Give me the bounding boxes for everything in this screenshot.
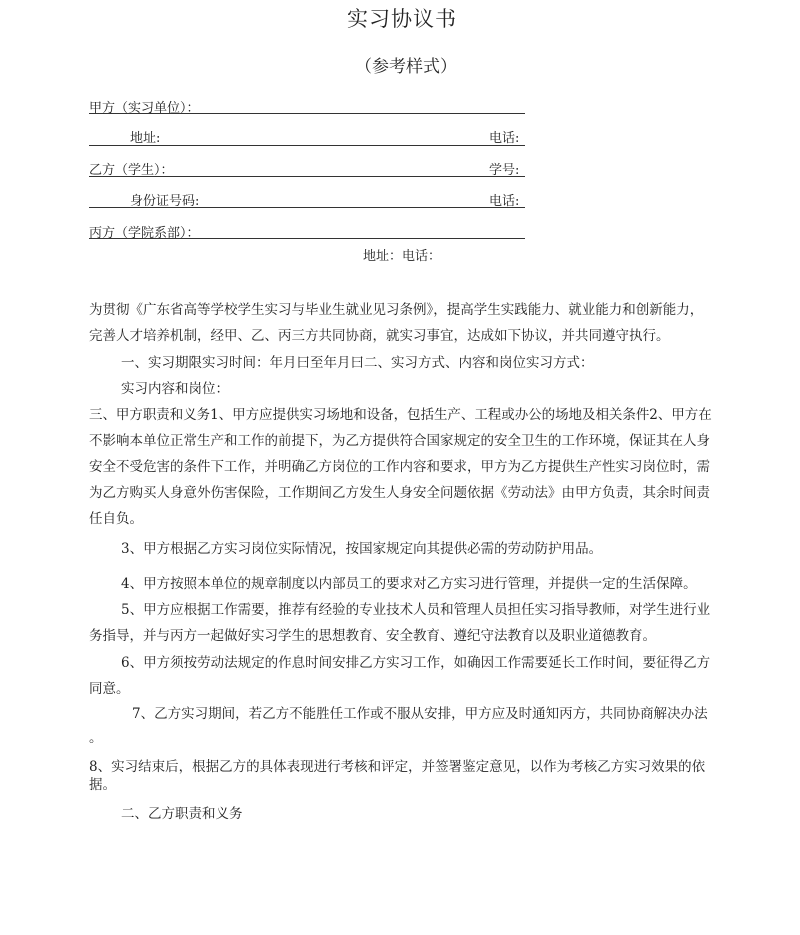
party-b-phone-label: 电话: [489,194,520,209]
item-6-line-1: 6、甲方须按劳动法规定的作息时间安排乙方实习工作，如确因工作需要延长工作时间，要征得乙方 [121,655,711,671]
party-b-student-no-label: 学号: [489,163,520,178]
party-b-label: 乙方（学生）： [89,163,174,178]
duty-1-line-5: 任自负。 [89,511,143,527]
duty-1-line-4: 为乙方购买人身意外伤害保险，工作期间乙方发生人身安全问题依据《劳动法》由甲方负责，其余时间责 [89,485,710,501]
party-b-id-label: 身份证号码: [130,194,200,209]
party-a-label: 甲方（实习单位）： [89,101,200,116]
party-a-address-line [89,145,525,146]
item-6-line-2: 同意。 [89,681,130,697]
duty-1-line-2: 不影响本单位正常生产和工作的前提下，为乙方提供符合国家规定的安全卫生的工作环境，保证其在人身 [89,433,710,449]
period-line: 一、实习期限实习时间：年月曰至年月曰二、实习方式、内容和岗位实习方式： [121,355,594,371]
intro-line-2: 完善人才培养机制，经甲、乙、丙三方共同协商，就实习事宜，达成如下协议，并共同遵守执行。 [89,328,670,344]
content-line: 实习内容和岗位： [121,381,229,397]
item-8-line-1: 8、实习结束后，根据乙方的具体表现进行考核和评定，并签署鉴定意见，以作为考核乙方实习效果的依 [89,759,706,775]
party-b-id-line [89,207,525,208]
party-a-address-label: 地址: [130,131,161,146]
party-c-address-phone-label: 地址：电话： [363,249,442,264]
duty-1-line-1: 三、甲方职责和义务1、甲方应提供实习场地和设备，包括生产、工程或办公的场地及相关条件2、甲方在 [89,407,712,423]
item-4-line: 4、甲方按照本单位的规章制度以内部员工的要求对乙方实习进行管理，并提供一定的生活保障。 [121,576,697,592]
item-5-line-1: 5、甲方应根据工作需要，推荐有经验的专业技术人员和管理人员担任实习指导教师，对学生进行业 [121,602,711,618]
item-7-line-1: 7、乙方实习期间，若乙方不能胜任工作或不服从安排，甲方应及时通知丙方，共同协商解决办法 [132,706,708,722]
duty-1-line-3: 安全不受危害的条件下工作，并明确乙方岗位的工作内容和要求，甲方为乙方提供生产性实习岗位时，需 [89,459,710,475]
party-a-line [89,113,525,114]
item-8-line-2: 据。 [89,777,116,793]
section-2-heading: 二、乙方职责和义务 [121,806,243,822]
item-5-line-2: 务指导，并与丙方一起做好实习学生的思想教育、安全教育、遵纪守法教育以及职业道德教育。 [89,628,656,644]
item-3-line: 3、甲方根据乙方实习岗位实际情况，按国家规定向其提供必需的劳动防护用品。 [121,541,603,557]
intro-line-1: 为贯彻《广东省高等学校学生实习与毕业生就业见习条例》，提高学生实践能力、就业能力和创新能力， [89,302,704,318]
party-c-line [89,238,525,239]
party-b-line [89,176,525,177]
document-subtitle: （参考样式） [355,57,457,77]
party-c-label: 丙方（学院系部）： [89,226,200,241]
party-a-phone-label: 电话: [489,131,520,146]
item-7-line-2: 。 [89,730,103,746]
document-title: 实习协议书 [347,7,457,31]
